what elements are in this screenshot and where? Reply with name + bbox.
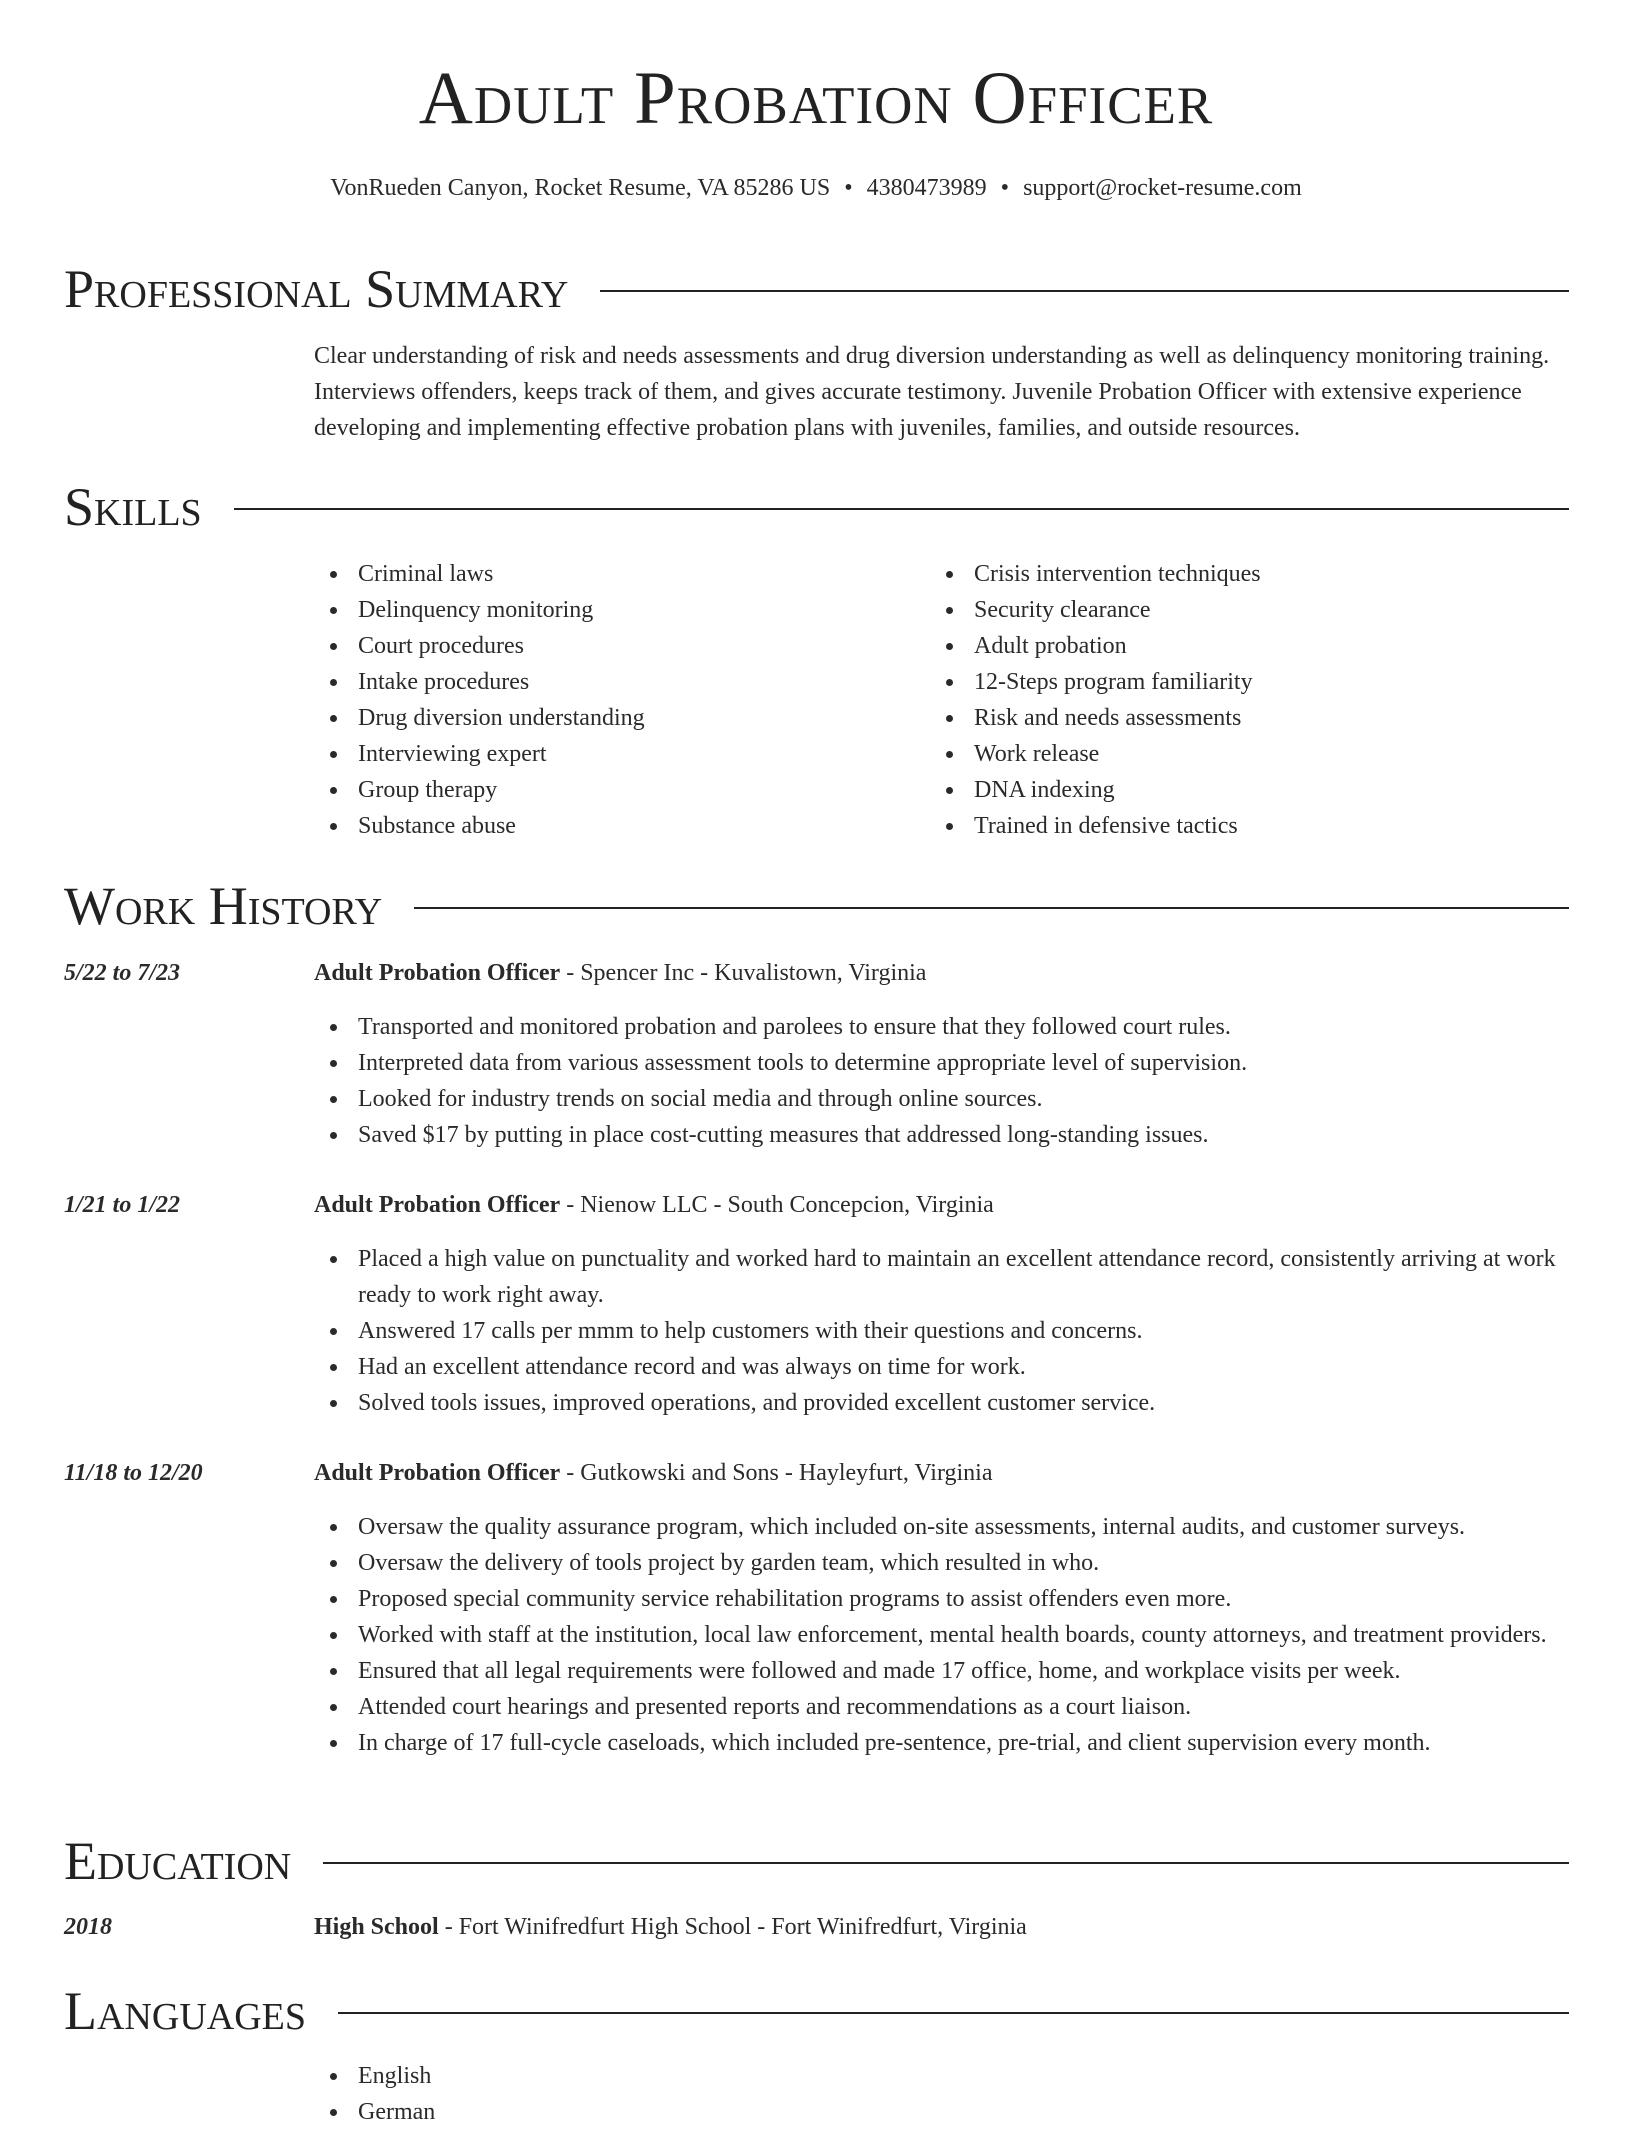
skills-column-left — [314, 556, 914, 844]
job-title: Adult Probation Officer — [314, 960, 561, 986]
section-title: Professional Summary — [64, 259, 569, 319]
job-bullet: Solved tools issues, improved operations, and provided excellent customer service. — [314, 1385, 1569, 1421]
skill-item: DNA indexing — [930, 772, 1560, 808]
contact-phone: 4380473989 — [866, 175, 987, 201]
education-degree: High School — [314, 1914, 439, 1940]
job-bullet-list — [314, 1241, 1569, 1421]
job-bullet: In charge of 17 full-cycle caseloads, which included pre-sentence, pre-trial, and client supervision every month. — [314, 1725, 1569, 1761]
job-details: - Gutkowski and Sons - Hayleyfurt, Virginia — [560, 1460, 993, 1486]
skill-item: Delinquency monitoring — [314, 592, 914, 628]
summary-text: Clear understanding of risk and needs assessments and drug diversion understanding as well as delinquency monitoring training. Interviews offenders, keeps track of them, and gives accurate testimony. Juvenile Probation Officer with extensive experience developing and implementing effective probation plans with juveniles, families, and outside resources. — [314, 343, 1550, 441]
contact-address: VonRueden Canyon, Rocket Resume, VA 85286 US — [330, 175, 831, 201]
skills-list — [930, 556, 1560, 844]
job-details: - Spencer Inc - Kuvalistown, Virginia — [560, 960, 927, 986]
section-heading-summary — [64, 259, 1569, 319]
skill-item: Adult probation — [930, 628, 1560, 664]
job-bullets — [314, 1241, 1569, 1421]
education-details: - Fort Winifredfurt High School - Fort Winifredfurt, Virginia — [438, 1914, 1027, 1940]
contact-separator: • — [1000, 175, 1010, 201]
skill-item: Court procedures — [314, 628, 914, 664]
job-bullet: Ensured that all legal requirements were followed and made 17 office, home, and workplace visits per week. — [314, 1653, 1569, 1689]
education-date: 2018 — [64, 1914, 112, 1940]
job-heading — [314, 1192, 994, 1219]
section-title: Work History — [64, 876, 383, 936]
contact-separator: • — [844, 175, 853, 201]
skills-column-right — [930, 556, 1560, 844]
section-divider — [338, 2012, 1569, 2014]
job-heading — [314, 1460, 993, 1487]
section-heading-languages — [64, 1981, 1569, 2041]
section-divider — [600, 290, 1569, 292]
skill-item: Work release — [930, 736, 1560, 772]
contact-line — [0, 175, 1632, 202]
section-title: Education — [64, 1831, 292, 1891]
job-bullet: Transported and monitored probation and parolees to ensure that they followed court rules. — [314, 1009, 1569, 1045]
languages-list — [314, 2058, 914, 2130]
skill-item: Interviewing expert — [314, 736, 914, 772]
job-bullet: Oversaw the quality assurance program, which included on-site assessments, internal audits, and customer surveys. — [314, 1509, 1569, 1545]
section-heading-work-history — [64, 876, 1569, 936]
skill-item: Group therapy — [314, 772, 914, 808]
skill-item: Crisis intervention techniques — [930, 556, 1560, 592]
skill-item: Trained in defensive tactics — [930, 808, 1560, 844]
contact-email: support@rocket-resume.com — [1023, 175, 1302, 201]
section-heading-skills — [64, 477, 1569, 537]
job-bullet: Worked with staff at the institution, local law enforcement, mental health boards, county attorneys, and treatment providers. — [314, 1617, 1569, 1653]
section-divider — [414, 907, 1569, 909]
section-heading-education — [64, 1831, 1569, 1891]
skill-item: Risk and needs assessments — [930, 700, 1560, 736]
job-details: - Nienow LLC - South Concepcion, Virginia — [560, 1192, 994, 1218]
job-date: 1/21 to 1/22 — [64, 1192, 181, 1218]
job-bullet: Placed a high value on punctuality and worked hard to maintain an excellent attendance record, consistently arriving at work ready to work right away. — [314, 1241, 1569, 1313]
job-bullet: Oversaw the delivery of tools project by garden team, which resulted in who. — [314, 1545, 1569, 1581]
job-date: 5/22 to 7/23 — [64, 960, 181, 986]
job-bullet: Proposed special community service rehabilitation programs to assist offenders even more. — [314, 1581, 1569, 1617]
job-bullets — [314, 1009, 1569, 1153]
resume-name: Adult Probation Officer — [418, 57, 1214, 140]
section-divider — [234, 508, 1569, 510]
job-bullet-list — [314, 1009, 1569, 1153]
job-date: 11/18 to 12/20 — [64, 1460, 203, 1486]
job-bullet: Answered 17 calls per mmm to help customers with their questions and concerns. — [314, 1313, 1569, 1349]
job-title: Adult Probation Officer — [314, 1460, 561, 1486]
job-bullet: Interpreted data from various assessment tools to determine appropriate level of supervision. — [314, 1045, 1569, 1081]
education-heading — [314, 1914, 1027, 1941]
skill-item: Drug diversion understanding — [314, 700, 914, 736]
skills-list — [314, 556, 914, 844]
languages-list-wrapper — [314, 2058, 914, 2130]
job-bullet: Attended court hearings and presented reports and recommendations as a court liaison. — [314, 1689, 1569, 1725]
skill-item: 12-Steps program familiarity — [930, 664, 1560, 700]
skill-item: Security clearance — [930, 592, 1560, 628]
skill-item: Substance abuse — [314, 808, 914, 844]
language-item: German — [314, 2094, 914, 2130]
section-title: Languages — [64, 1981, 306, 2041]
section-title: Skills — [64, 477, 202, 537]
job-bullet: Looked for industry trends on social media and through online sources. — [314, 1081, 1569, 1117]
language-item: English — [314, 2058, 914, 2094]
section-divider — [323, 1862, 1569, 1864]
job-bullets — [314, 1509, 1569, 1761]
skill-item: Criminal laws — [314, 556, 914, 592]
job-title: Adult Probation Officer — [314, 1192, 561, 1218]
job-bullet: Saved $17 by putting in place cost-cutting measures that addressed long-standing issues. — [314, 1117, 1569, 1153]
job-bullet: Had an excellent attendance record and was always on time for work. — [314, 1349, 1569, 1385]
skill-item: Intake procedures — [314, 664, 914, 700]
job-bullet-list — [314, 1509, 1569, 1761]
job-heading — [314, 960, 926, 987]
